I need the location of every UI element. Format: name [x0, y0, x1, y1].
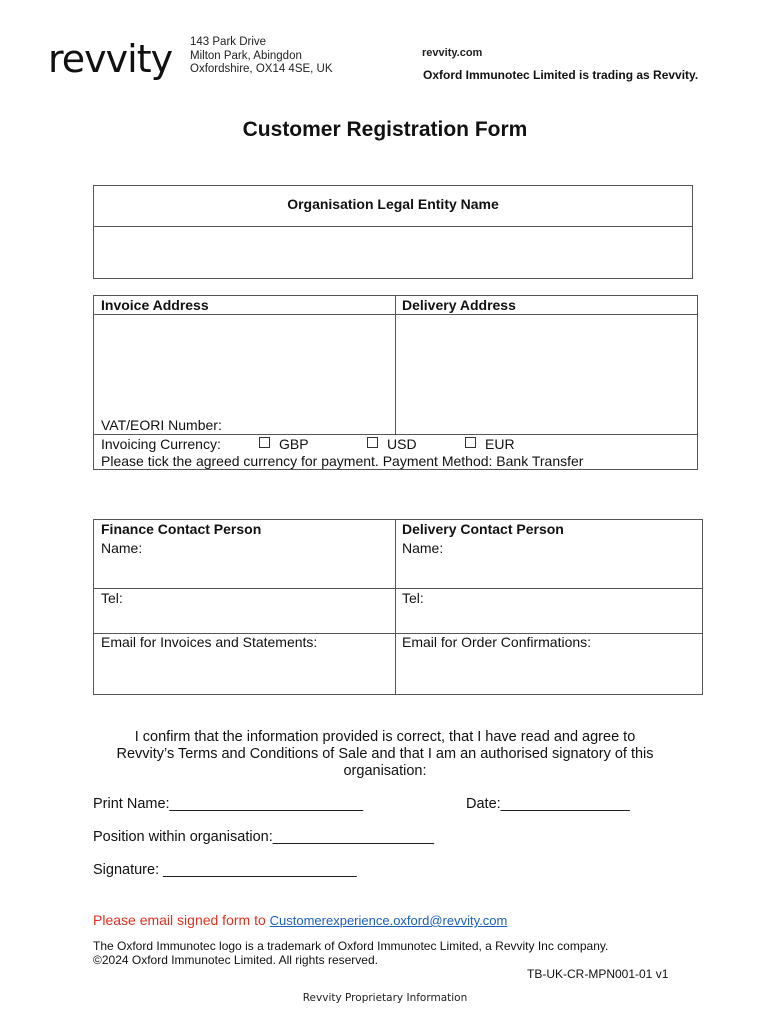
checkbox-icon[interactable] [367, 437, 378, 448]
divider [395, 519, 396, 695]
address-line: Oxfordshire, OX14 4SE, UK [190, 63, 333, 75]
divider [395, 295, 396, 434]
invoice-address-field[interactable] [95, 316, 393, 416]
currency-option-usd[interactable]: USD [367, 436, 417, 452]
delivery-email-field[interactable] [397, 653, 701, 693]
website-link[interactable]: revvity.com [422, 47, 483, 59]
confirmation-statement [80, 729, 690, 780]
delivery-tel-label: Tel: [402, 590, 424, 606]
entity-name-field[interactable] [94, 228, 692, 278]
delivery-email-label: Email for Order Confirmations: [402, 634, 592, 650]
invoicing-currency-label: Invoicing Currency: [101, 436, 221, 452]
print-name-field[interactable]: Print Name:________________________ [93, 796, 364, 812]
email-instruction [93, 912, 507, 928]
address-line: 143 Park Drive [190, 36, 267, 48]
copyright-note: ©2024 Oxford Immunotec Limited. All rights reserved. [93, 953, 378, 967]
finance-email-label: Email for Invoices and Statements: [101, 634, 318, 650]
trademark-note: The Oxford Immunotec logo is a trademark of Oxford Immunotec Limited, a Revvity Inc company. [93, 939, 609, 953]
delivery-name-field[interactable] [397, 558, 701, 586]
divider [93, 434, 698, 435]
date-field[interactable]: Date:________________ [466, 796, 630, 812]
email-link[interactable]: Customerexperience.oxford@revvity.com [269, 913, 508, 928]
signature-field[interactable]: Signature: ________________________ [93, 862, 357, 878]
entity-name-label: Organisation Legal Entity Name [287, 196, 499, 212]
delivery-name-label: Name: [402, 540, 444, 556]
checkbox-icon[interactable] [465, 437, 476, 448]
checkbox-icon[interactable] [259, 437, 270, 448]
divider [93, 226, 693, 227]
page-title: Customer Registration Form [242, 118, 528, 141]
revvity-logo: revvity [48, 37, 173, 81]
trading-note: Oxford Immunotec Limited is trading as Revvity. [423, 68, 699, 82]
finance-name-label: Name: [101, 540, 143, 556]
delivery-address-field[interactable] [397, 316, 696, 432]
document-code: TB-UK-CR-MPN001-01 v1 [527, 967, 669, 981]
finance-email-field[interactable] [95, 653, 393, 693]
finance-tel-field[interactable] [95, 608, 393, 631]
finance-name-field[interactable] [95, 558, 393, 586]
divider [93, 588, 703, 589]
vat-eori-label: VAT/EORI Number: [101, 417, 222, 433]
delivery-address-label: Delivery Address [402, 297, 516, 313]
finance-tel-label: Tel: [101, 590, 123, 606]
email-instruction-text: Please email signed form to [93, 912, 270, 928]
delivery-tel-field[interactable] [397, 608, 701, 631]
footer-proprietary: Revvity Proprietary Information [302, 992, 468, 1004]
company-address [190, 36, 333, 77]
confirmation-line: Revvity’s Terms and Conditions of Sale and that I am an authorised signatory of this [116, 746, 654, 762]
currency-option-eur[interactable]: EUR [465, 436, 515, 452]
confirmation-line: I confirm that the information provided is correct, that I have read and agree to [134, 729, 636, 745]
delivery-contact-label: Delivery Contact Person [402, 521, 564, 537]
currency-option-gbp[interactable]: GBP [259, 436, 309, 452]
position-field[interactable]: Position within organisation:____________________ [93, 829, 435, 845]
finance-contact-label: Finance Contact Person [101, 521, 262, 537]
address-line: Milton Park, Abingdon [190, 49, 302, 62]
invoice-address-label: Invoice Address [101, 297, 209, 313]
confirmation-line: organisation: [343, 763, 427, 779]
payment-note: Please tick the agreed currency for payment. Payment Method: Bank Transfer [101, 453, 584, 469]
